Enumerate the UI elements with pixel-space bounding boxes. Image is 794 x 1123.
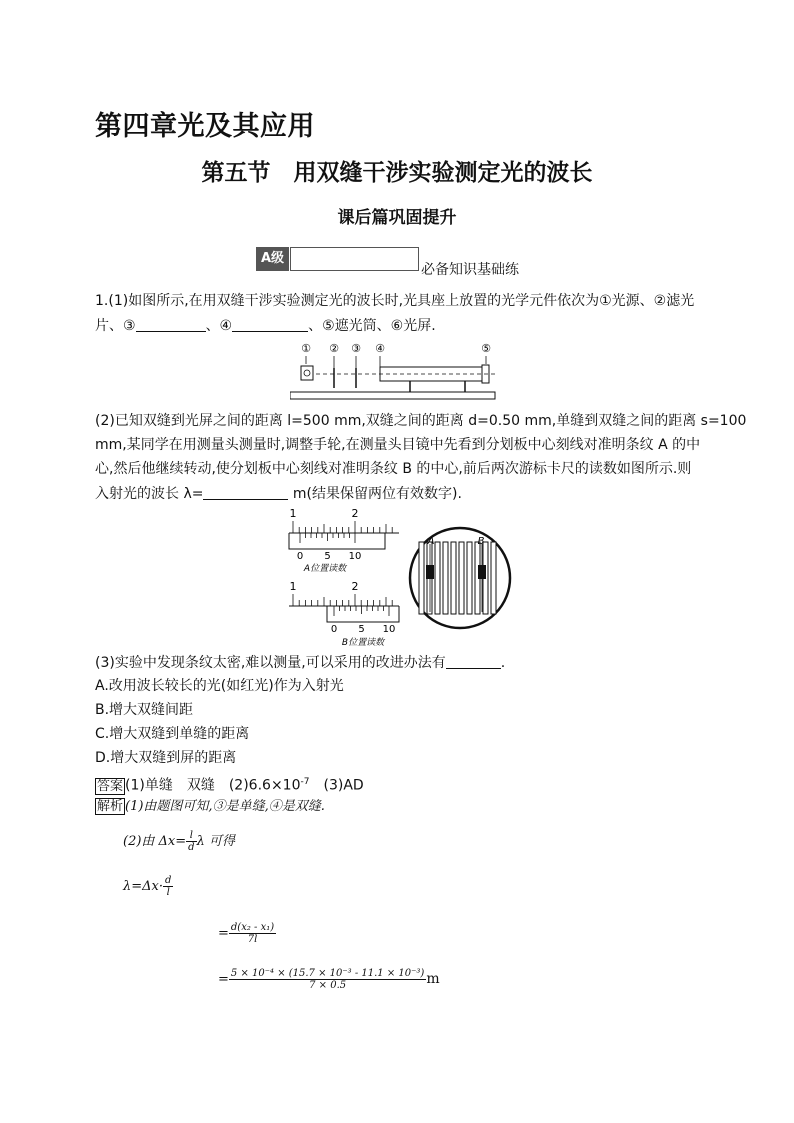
analysis-unit: m — [426, 971, 440, 987]
caliper-a-vernier-0: 0 — [296, 551, 304, 562]
q1-part2-end: m(结果保留两位有效数字). — [288, 486, 462, 502]
fig1-label-3: ③ — [351, 342, 361, 355]
q1-part2-line3: 心,然后他继续转动,使分划板中心刻线对准明条纹 B 的中心,前后两次游标卡尺的读数如图所示.则 — [95, 461, 692, 477]
caliper-b-vernier-0: 0 — [330, 624, 338, 635]
analysis-tag: 解析 — [97, 799, 124, 814]
answer-line — [95, 774, 364, 795]
caliper-b-vernier-5: 5 — [358, 624, 365, 635]
caliper-a-main-1: 1 — [289, 507, 297, 520]
caliper-a-caption: A位置读数 — [303, 564, 347, 573]
section-title: 第五节 用双缝干涉实验测定光的波长 — [201, 160, 593, 186]
caliper-b-vernier-10: 10 — [382, 624, 396, 635]
analysis-line2-pre: (2)由 Δx= — [123, 834, 187, 849]
fringe-view-figure — [405, 526, 515, 630]
option-a: A.改用波长较长的光(如红光)作为入射光 — [95, 678, 344, 694]
caliper-b-main-2: 2 — [351, 580, 359, 593]
answer-exponent: -7 — [300, 777, 310, 787]
analysis-line3-pre: λ=Δx· — [123, 879, 163, 894]
q1-part1-start: 片、③ — [95, 318, 136, 334]
blank-4 — [232, 317, 308, 332]
fraction-d-over-l: $\frac{d}{l}$ — [164, 875, 172, 898]
caliper-b-figure — [285, 578, 400, 648]
fraction-l-over-d: $\frac{l}{d}$ — [188, 830, 195, 853]
blank-3 — [136, 317, 206, 332]
fraction-d-x2-x1: $\frac{\text{d(x₂ - x₁)}}{7l}$ — [230, 922, 275, 945]
q1-part3-end: . — [500, 655, 506, 671]
fig1-label-5: ⑤ — [481, 342, 491, 355]
q1-part1-sep: 、④ — [205, 318, 233, 334]
fringe-label-a: A — [427, 536, 435, 547]
q1-part1-end: 、⑤遮光筒、⑥光屏. — [308, 318, 436, 334]
caliper-a-vernier-5: 5 — [324, 551, 331, 562]
q1-part2-line2: mm,某同学在用测量头测量时,调整手轮,在测量头目镜中先看到分划板中心刻线对准明条纹 A 的中 — [95, 437, 701, 453]
option-b: B.增大双缝间距 — [95, 702, 194, 718]
q1-part3-line — [95, 654, 505, 671]
q1-part2-line4 — [95, 485, 462, 502]
analysis-line5: = $\frac{\text{5 × 10⁻⁴ × (15.7 × 10⁻³ - 11.1 × 10⁻³)}}{7 \times 0.5}$ m — [218, 968, 440, 991]
optical-bench-figure — [290, 340, 505, 402]
fig1-label-2: ② — [329, 342, 339, 355]
answer-tag: 答案 — [97, 778, 124, 794]
analysis-line1 — [95, 798, 325, 815]
blank-wavelength — [203, 485, 288, 500]
q1-part2-start: 入射光的波长 λ= — [95, 486, 204, 502]
chapter-title: 第四章光及其应用 — [95, 111, 315, 142]
caliper-a-figure — [285, 505, 400, 573]
analysis-line2 — [123, 830, 235, 853]
level-badge: A级 — [256, 247, 289, 271]
caliper-a-main-2: 2 — [351, 507, 359, 520]
caliper-a-vernier-10: 10 — [348, 551, 362, 562]
option-c: C.增大双缝到单缝的距离 — [95, 726, 250, 742]
level-box — [290, 247, 419, 271]
fringe-label-b: B — [477, 536, 485, 547]
q1-part3-text: (3)实验中发现条纹太密,难以测量,可以采用的改进办法有 — [95, 655, 446, 671]
analysis-line3 — [123, 875, 173, 898]
fraction-numeric: $\frac{\text{5 × 10⁻⁴ × (15.7 × 10⁻³ - 11.1 × 10⁻³)}}{7 \times 0.5}$ — [230, 968, 425, 991]
analysis-line4: = $\frac{\text{d(x₂ - x₁)}}{7l}$ — [218, 922, 275, 945]
answer-tail: (3)AD — [309, 777, 364, 794]
level-label: 必备知识基础练 — [421, 262, 519, 278]
caliper-b-caption: B位置读数 — [341, 638, 385, 648]
blank-improve — [446, 654, 501, 669]
q1-part1-line2 — [95, 317, 436, 334]
analysis-text-1: (1)由题图可知,③是单缝,④是双缝. — [125, 799, 325, 814]
answer-text: (1)单缝 双缝 (2)6.6×10 — [125, 777, 301, 794]
caliper-b-main-1: 1 — [289, 580, 297, 593]
analysis-line2-post: λ 可得 — [196, 834, 235, 849]
q1-part2-line1: (2)已知双缝到光屏之间的距离 l=500 mm,双缝之间的距离 d=0.50 mm,单缝到双缝之间的距离 s=100 — [95, 413, 747, 429]
q1-part1-line1: 1.(1)如图所示,在用双缝干涉实验测定光的波长时,光具座上放置的光学元件依次为①光源、②滤光 — [95, 293, 695, 309]
page-subtitle: 课后篇巩固提升 — [337, 208, 457, 228]
fig1-label-4: ④ — [375, 342, 385, 355]
option-d: D.增大双缝到屏的距离 — [95, 750, 237, 766]
fig1-label-1: ① — [301, 342, 311, 355]
